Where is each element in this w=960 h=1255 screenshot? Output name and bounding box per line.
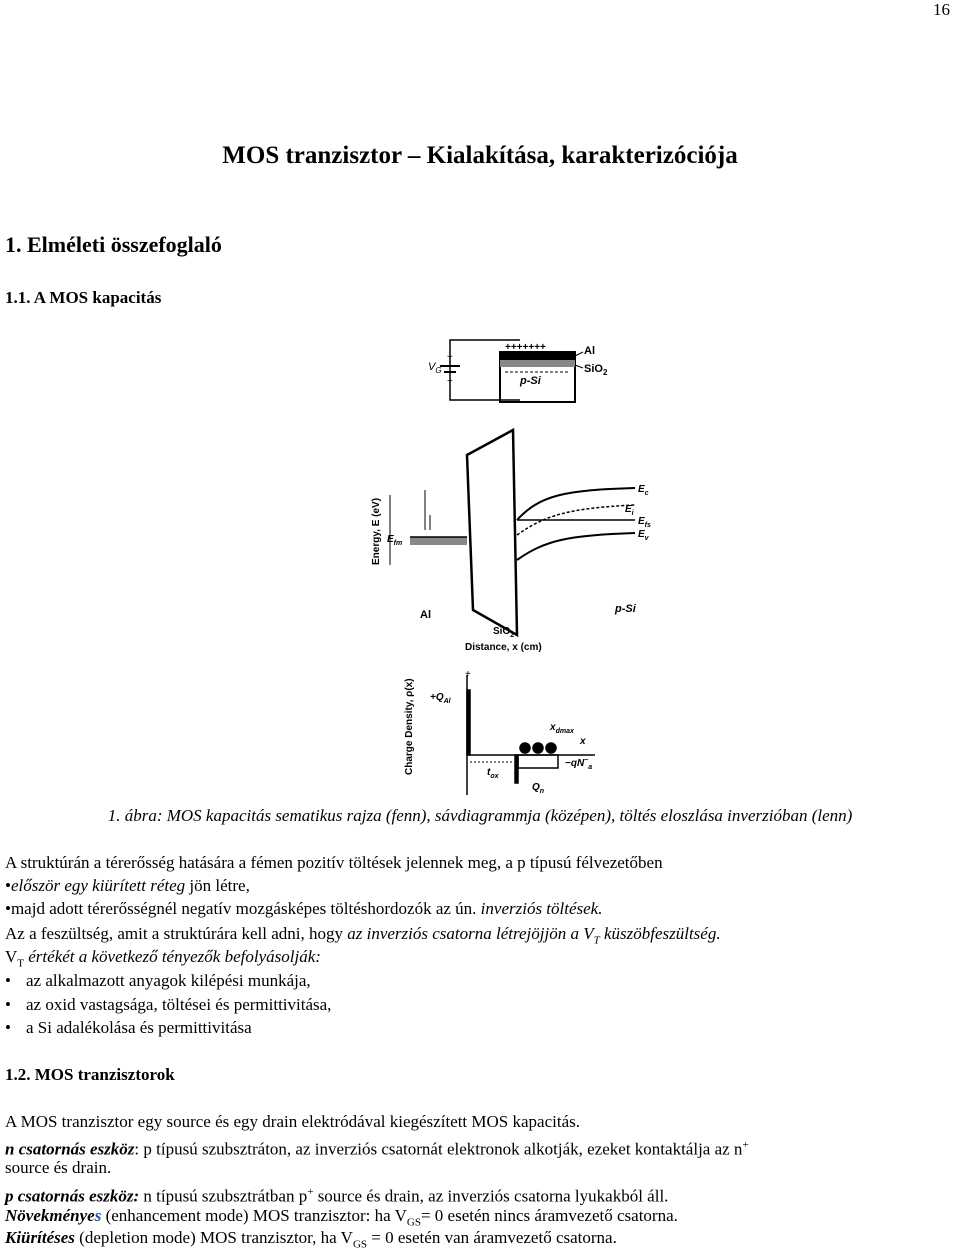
ec-label: $E_c$ — [638, 484, 649, 497]
paragraph-p-channel: p csatornás eszköz: n típusú szubsztrátban p+ source és drain, az inverziós csatorna lyukakból áll. — [5, 1186, 669, 1206]
qn-label: $Q_n$ — [532, 782, 545, 795]
vt-factors-line: $V_T$ értékét a következő tényezők befolyásolják: — [5, 947, 321, 970]
figure-caption: 1. ábra: MOS kapacitás sematikus rajza (fenn), sávdiagrammja (középen), töltés eloszlása inverzióban (lenn) — [107, 806, 853, 825]
distance-label: Distance, x (cm) — [465, 642, 542, 653]
paragraph-mos-transistor: A MOS tranzisztor egy source és egy drain elektródával kiegészített MOS kapacitás. — [5, 1112, 580, 1131]
paragraph-depletion: Kiürítéses (depletion mode) MOS tranzisztor, ha $V_{GS} = 0$ esetén van áramvezető csatorna. — [5, 1228, 617, 1251]
sio2-mid-label: SiO$_2$ — [493, 626, 515, 639]
paragraph-enhancement: Növekményes (enhancement mode) MOS tranzisztor: ha $V_{GS}= 0$ esetén nincs áramvezető csatorna. — [5, 1206, 678, 1229]
inversion-line-2: •majd adott térerősségnél negatív mozgásképes töltéshordozók az ún. inverziós töltések. — [5, 899, 603, 918]
psi-top-label: p-Si — [520, 375, 541, 387]
ev-label: $E_v$ — [638, 529, 649, 542]
page-title: MOS tranzisztor – Kialakítása, karakterizóciója — [222, 142, 738, 169]
list-item: • a Si adalékolása és permittivitása — [5, 1016, 331, 1040]
mos-figure — [355, 330, 685, 800]
band-diagram — [390, 430, 635, 635]
battery-plus-label: + — [447, 352, 453, 363]
vg-label: $V_G$ — [428, 361, 442, 375]
efs-label: $E_{fs}$ — [638, 516, 651, 529]
paragraph-n-channel-cont: source és drain. — [5, 1158, 112, 1177]
energy-axis-label: Energy, E (eV) — [371, 497, 382, 565]
list-item: • az alkalmazott anyagok kilépési munkája, — [5, 969, 331, 993]
vt-factors-list — [5, 969, 331, 1040]
section-heading-1-2: 1.2. MOS tranzisztorok — [5, 1065, 175, 1084]
al-top-label: Al — [584, 345, 595, 357]
ei-label: $E_i$ — [625, 504, 634, 517]
charge-plus-label: + — [465, 669, 471, 680]
xdmax-label: $x_{dmax}$ — [550, 722, 574, 735]
sio2-top-label: SiO$_2$ — [584, 363, 608, 377]
tox-label: $t_{ox}$ — [487, 767, 499, 780]
charge-axis-label: Charge Density, ρ(x) — [404, 678, 415, 775]
inversion-line-1: •először egy kiürített réteg jön létre, — [5, 876, 250, 895]
paragraph-1: A struktúrán a térerősség hatására a fémen pozitív töltések jelennek meg, a p típusú félvezetőben — [5, 853, 663, 872]
page-number: 16 — [933, 0, 950, 19]
efm-label: $E_{fm}$ — [387, 534, 403, 547]
qal-label: $+Q_{Al}$ — [430, 692, 451, 705]
paragraph-n-channel: n csatornás eszköz: p típusú szubsztráton, az inverziós csatornát elektronok alkotják, ezeket kontaktálja az n+ — [5, 1139, 749, 1159]
plus-signs-label: +++++++ — [505, 342, 546, 353]
x-axis-label: x — [580, 736, 586, 747]
list-item: • az oxid vastagsága, töltései és permittivitása, — [5, 993, 331, 1017]
section-heading-1-1: 1.1. A MOS kapacitás — [5, 288, 162, 307]
al-mid-label: Al — [420, 609, 431, 621]
section-heading-1: 1. Elméleti összefoglaló — [5, 232, 222, 257]
battery-minus-label: − — [447, 376, 453, 387]
qna-label: $-qN^-_a$ — [565, 757, 593, 771]
psi-mid-label: p-Si — [615, 603, 636, 615]
threshold-line: Az a feszültség, amit a struktúrára kell adni, hogy az inverziós csatorna létrejöjjön a $V_T$ küszöbfeszültség. — [5, 924, 721, 947]
